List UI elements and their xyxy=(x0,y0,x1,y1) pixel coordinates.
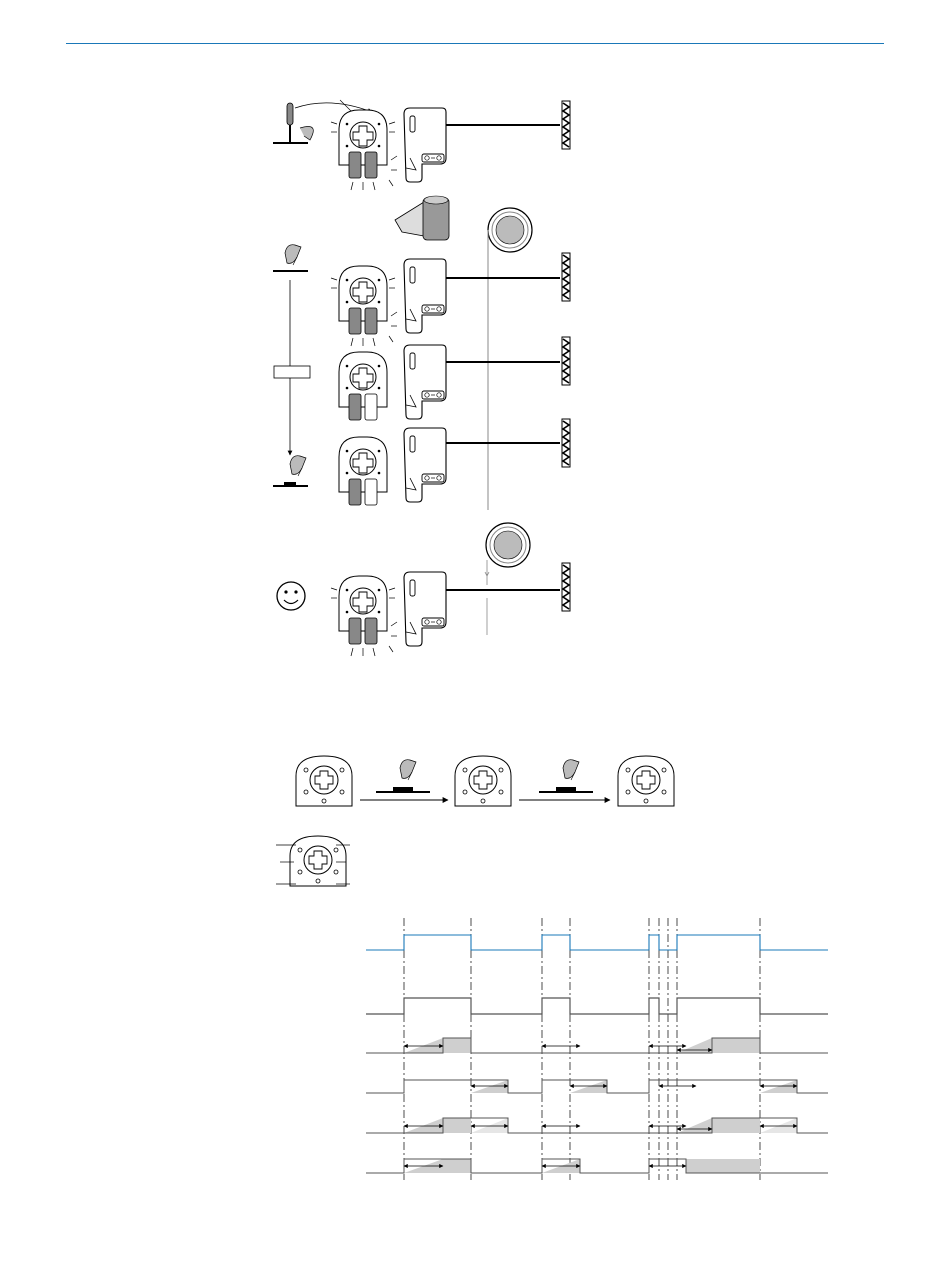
reflector-row-4 xyxy=(562,419,570,467)
reflector-row-2 xyxy=(562,253,570,301)
knob-legend xyxy=(276,836,350,886)
sensor-row-4 xyxy=(404,428,446,502)
press-step-1 xyxy=(360,760,448,800)
tape-dispenser-icon xyxy=(395,196,449,240)
knob-row-2 xyxy=(339,266,387,334)
knob-row-4 xyxy=(339,437,387,505)
knob-state-3 xyxy=(618,756,674,806)
knob-state-1 xyxy=(296,756,352,806)
knob-row-5 xyxy=(339,576,387,644)
output-signal-trace xyxy=(366,998,828,1014)
material-roll-small-icon xyxy=(485,523,530,635)
pulse-trace xyxy=(366,1159,828,1173)
knob-row-3 xyxy=(339,352,387,420)
on-off-delay-trace xyxy=(366,1118,828,1133)
finger-press-icon-row-2 xyxy=(285,245,301,265)
knob-row-1 xyxy=(339,110,387,178)
sensor-row-2 xyxy=(404,259,446,333)
figure-1-teach-in xyxy=(273,100,570,656)
finger-release-icon-row-4 xyxy=(290,456,306,476)
sensor-row-1 xyxy=(404,108,446,182)
sensor-row-5 xyxy=(404,572,446,646)
reflector-row-3 xyxy=(562,337,570,385)
knob-state-2 xyxy=(455,756,511,806)
material-roll-icon xyxy=(488,208,532,510)
off-delay-trace xyxy=(366,1080,828,1093)
reflector-row-1 xyxy=(562,101,570,149)
sensor-row-3 xyxy=(404,345,446,419)
timing-diagram xyxy=(366,918,828,1180)
on-delay-trace xyxy=(366,1038,828,1053)
press-step-2 xyxy=(519,760,610,800)
reflector-row-5 xyxy=(562,563,570,611)
smiley-icon xyxy=(277,582,305,610)
input-signal-trace xyxy=(366,935,828,950)
figure-2-sequence xyxy=(276,756,674,886)
hold-time-box xyxy=(274,366,310,378)
